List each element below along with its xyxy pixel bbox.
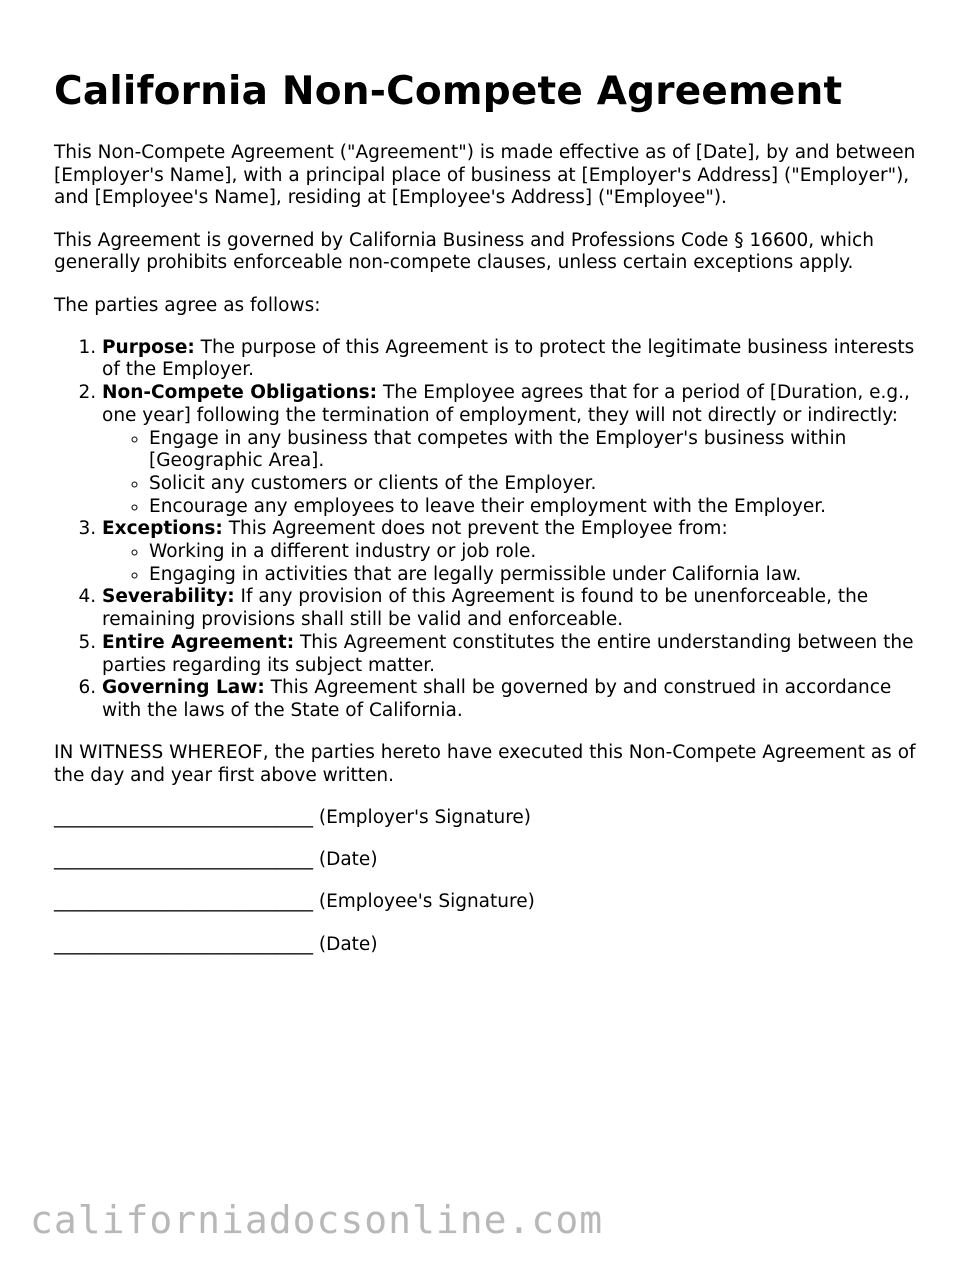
section-purpose (102, 337, 930, 382)
section-non-compete-obligations (102, 382, 930, 518)
exceptions-sublist (102, 541, 930, 586)
agree-line: The parties agree as follows: (54, 294, 321, 316)
section-term: Non-Compete Obligations: (102, 382, 378, 404)
section-text: This Agreement does not prevent the Employee from: (222, 518, 728, 540)
section-text: The purpose of this Agreement is to protect the legitimate business interests of the Employer. (102, 336, 915, 381)
intro-paragraph: This Non-Compete Agreement ("Agreement") is made effective as of [Date], by and between [Employer's Name], with a principal place of business at [Employer's Address] ("Employer"), and [Employee's Name], residing at [Employee's Address] ("Employee"). (54, 142, 916, 209)
list-item: ◦ Encourage any employees to leave their employment with the Employer. (149, 496, 930, 519)
site-watermark: californiadocsonline.com (30, 1198, 604, 1242)
employer-signature-line: ____________________________ (Employer's Signature) (54, 807, 532, 829)
section-term: Severability: (102, 586, 235, 608)
section-entire-agreement (102, 632, 930, 677)
list-item: ◦ Engage in any business that competes with the Employer's business within [Geographic Area]. (149, 428, 930, 473)
section-text: If any provision of this Agreement is found to be unenforceable, the remaining provisions shall still be valid and enforceable. (102, 586, 869, 631)
obligations-sublist (102, 428, 930, 519)
witness-paragraph: IN WITNESS WHEREOF, the parties hereto have executed this Non-Compete Agreement as of the day and year first above written. (54, 742, 916, 786)
list-item: ◦ Working in a different industry or job role. (149, 541, 930, 564)
employee-signature-line: ____________________________ (Employee's Signature) (54, 891, 535, 913)
employee-date-line: ____________________________ (Date) (54, 933, 378, 955)
section-text: This Agreement shall be governed by and construed in accordance with the laws of the State of California. (102, 677, 892, 721)
list-item: ◦ Solicit any customers or clients of the Employer. (149, 473, 930, 496)
employer-date-line: ____________________________ (Date) (54, 849, 378, 871)
governing-note-paragraph: This Agreement is governed by California Business and Professions Code § 16600, which generally prohibits enforceable non-compete clauses, unless certain exceptions apply. (54, 229, 874, 274)
section-term: Governing Law: (102, 677, 265, 699)
section-text: This Agreement constitutes the entire understanding between the parties regarding its subject matter. (102, 631, 914, 676)
section-term: Entire Agreement: (102, 631, 295, 653)
sections-list (54, 337, 930, 723)
section-text: The Employee agrees that for a period of [Duration, e.g., one year] following the termination of employment, they will not directly or indirectly: (102, 382, 910, 426)
list-item: ◦ Engaging in activities that are legally permissible under California law. (149, 564, 930, 587)
section-severability (102, 586, 930, 631)
document-page (54, 66, 930, 976)
section-term: Purpose: (102, 336, 195, 358)
section-exceptions (102, 518, 930, 586)
document-title: California Non-Compete Agreement (54, 69, 843, 114)
section-term: Exceptions: (102, 518, 223, 540)
section-governing-law (102, 677, 930, 722)
